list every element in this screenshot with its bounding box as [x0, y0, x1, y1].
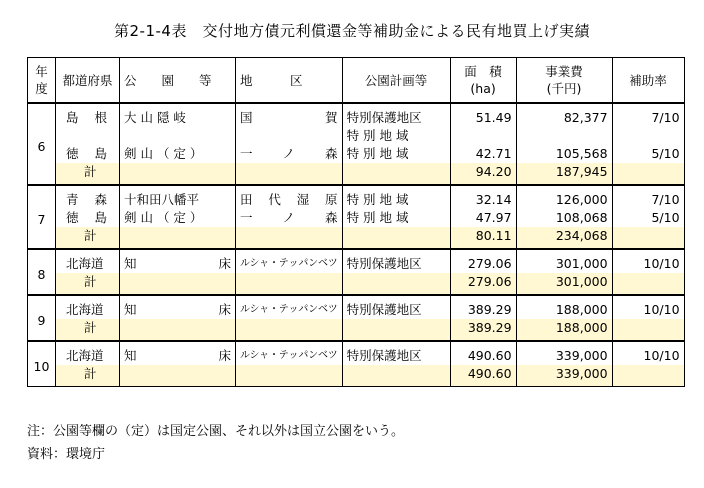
header-year-line1: 年: [35, 64, 48, 79]
table-row: [28, 249, 685, 273]
land-purchase-table: [27, 57, 685, 387]
size-cell: 42.71: [450, 145, 516, 163]
plan-cell: 特 別 地 域: [342, 185, 450, 209]
rate-cell: 10/10: [612, 295, 684, 319]
rate-cell: 7/10: [612, 103, 684, 145]
header-year-line2: 度: [35, 81, 48, 96]
table-row: [28, 341, 685, 365]
year-cell: 6: [28, 103, 56, 185]
plan-cell: [342, 103, 450, 145]
total-row: [28, 365, 685, 387]
park-cell: 知 床: [120, 341, 236, 365]
size-total: 389.29: [450, 319, 516, 341]
header-row: [28, 58, 685, 104]
cost-cell: 126,000: [516, 185, 612, 209]
header-size-line2: (ha): [470, 81, 496, 96]
header-prefecture: 都道府県: [56, 58, 120, 104]
empty-cell: [236, 227, 343, 249]
empty-cell: [120, 163, 236, 185]
plan-line: 特 別 地 域: [346, 128, 409, 143]
cost-cell: 188,000: [516, 295, 612, 319]
area-cell: 田 代 湿 原: [236, 185, 343, 209]
empty-cell: [612, 227, 684, 249]
area-cell: ルシャ・テッパンベツ: [236, 341, 343, 365]
header-cost-line2: (千円): [546, 81, 582, 96]
empty-cell: [236, 365, 343, 387]
size-total: 94.20: [450, 163, 516, 185]
table-row: [28, 185, 685, 209]
size-total: 490.60: [450, 365, 516, 387]
plan-cell: 特 別 地 域: [342, 209, 450, 227]
prefecture-cell: 島 根: [56, 103, 120, 145]
empty-cell: [236, 163, 343, 185]
cost-cell: 301,000: [516, 249, 612, 273]
empty-cell: [612, 273, 684, 295]
empty-cell: [236, 319, 343, 341]
size-cell: 490.60: [450, 341, 516, 365]
empty-cell: [120, 227, 236, 249]
prefecture-cell: 青 森: [56, 185, 120, 209]
area-cell: ルシャ・テッパンベツ: [236, 295, 343, 319]
total-row: [28, 273, 685, 295]
park-cell: 剣 山 （ 定 ）: [120, 209, 236, 227]
area-cell: 一 ノ 森: [236, 209, 343, 227]
footnote: 注：公園等欄の（定）は国定公園、それ以外は国立公園をいう。: [27, 424, 405, 439]
empty-cell: [612, 163, 684, 185]
empty-cell: [612, 365, 684, 387]
total-label: 計: [56, 319, 120, 341]
prefecture-cell: 北海道: [56, 249, 120, 273]
plan-cell: 特別保護地区: [342, 341, 450, 365]
empty-cell: [342, 319, 450, 341]
size-total: 80.11: [450, 227, 516, 249]
table-row: [28, 209, 685, 227]
empty-cell: [342, 227, 450, 249]
source-note: 資料：環境庁: [27, 447, 106, 462]
table-title: 第2-1-4表 交付地方債元利償還金等補助金による民有地買上げ実績: [114, 22, 590, 40]
empty-cell: [120, 319, 236, 341]
area-cell: ルシャ・テッパンベツ: [236, 249, 343, 273]
total-label: 計: [56, 365, 120, 387]
total-label: 計: [56, 227, 120, 249]
area-cell: 一 ノ 森: [236, 145, 343, 163]
park-cell: 知 床: [120, 249, 236, 273]
header-size-line1: 面 積: [464, 64, 502, 79]
size-total: 279.06: [450, 273, 516, 295]
empty-cell: [120, 365, 236, 387]
plan-cell: 特 別 地 域: [342, 145, 450, 163]
park-cell: 十和田八幡平: [120, 185, 236, 209]
year-cell: 8: [28, 249, 56, 295]
rate-cell: 10/10: [612, 341, 684, 365]
header-plan: 公園計画等: [342, 58, 450, 104]
header-rate: 補助率: [612, 58, 684, 104]
cost-total: 187,945: [516, 163, 612, 185]
cost-cell: 105,568: [516, 145, 612, 163]
plan-cell: 特別保護地区: [342, 249, 450, 273]
park-cell: 大 山 隠 岐: [120, 103, 236, 145]
total-row: [28, 227, 685, 249]
header-year: [28, 58, 56, 104]
table-row: [28, 145, 685, 163]
size-cell: 47.97: [450, 209, 516, 227]
size-cell: 389.29: [450, 295, 516, 319]
header-area: 地 区: [236, 58, 343, 104]
header-park: 公 園 等: [120, 58, 236, 104]
cost-total: 301,000: [516, 273, 612, 295]
table-row: [28, 295, 685, 319]
rate-cell: 5/10: [612, 209, 684, 227]
total-label: 計: [56, 273, 120, 295]
area-cell: 国 賀: [236, 103, 343, 145]
header-cost-line1: 事業費: [545, 64, 583, 79]
empty-cell: [120, 273, 236, 295]
rate-cell: 10/10: [612, 249, 684, 273]
empty-cell: [612, 319, 684, 341]
year-cell: 9: [28, 295, 56, 341]
cost-total: 339,000: [516, 365, 612, 387]
empty-cell: [342, 163, 450, 185]
header-size: [450, 58, 516, 104]
park-cell: 知 床: [120, 295, 236, 319]
total-label: 計: [56, 163, 120, 185]
plan-line: 特別保護地区: [346, 110, 422, 125]
table-row: [28, 103, 685, 145]
prefecture-cell: 徳 島: [56, 209, 120, 227]
total-row: [28, 163, 685, 185]
cost-cell: 82,377: [516, 103, 612, 145]
empty-cell: [342, 273, 450, 295]
size-cell: 32.14: [450, 185, 516, 209]
empty-cell: [342, 365, 450, 387]
park-cell: 剣 山 （ 定 ）: [120, 145, 236, 163]
prefecture-cell: 北海道: [56, 295, 120, 319]
prefecture-cell: 北海道: [56, 341, 120, 365]
size-cell: 51.49: [450, 103, 516, 145]
cost-cell: 108,068: [516, 209, 612, 227]
year-cell: 7: [28, 185, 56, 249]
cost-total: 234,068: [516, 227, 612, 249]
rate-cell: 7/10: [612, 185, 684, 209]
plan-cell: 特別保護地区: [342, 295, 450, 319]
empty-cell: [236, 273, 343, 295]
year-cell: 10: [28, 341, 56, 387]
cost-cell: 339,000: [516, 341, 612, 365]
rate-cell: 5/10: [612, 145, 684, 163]
header-cost: [516, 58, 612, 104]
cost-total: 188,000: [516, 319, 612, 341]
total-row: [28, 319, 685, 341]
size-cell: 279.06: [450, 249, 516, 273]
prefecture-cell: 徳 島: [56, 145, 120, 163]
